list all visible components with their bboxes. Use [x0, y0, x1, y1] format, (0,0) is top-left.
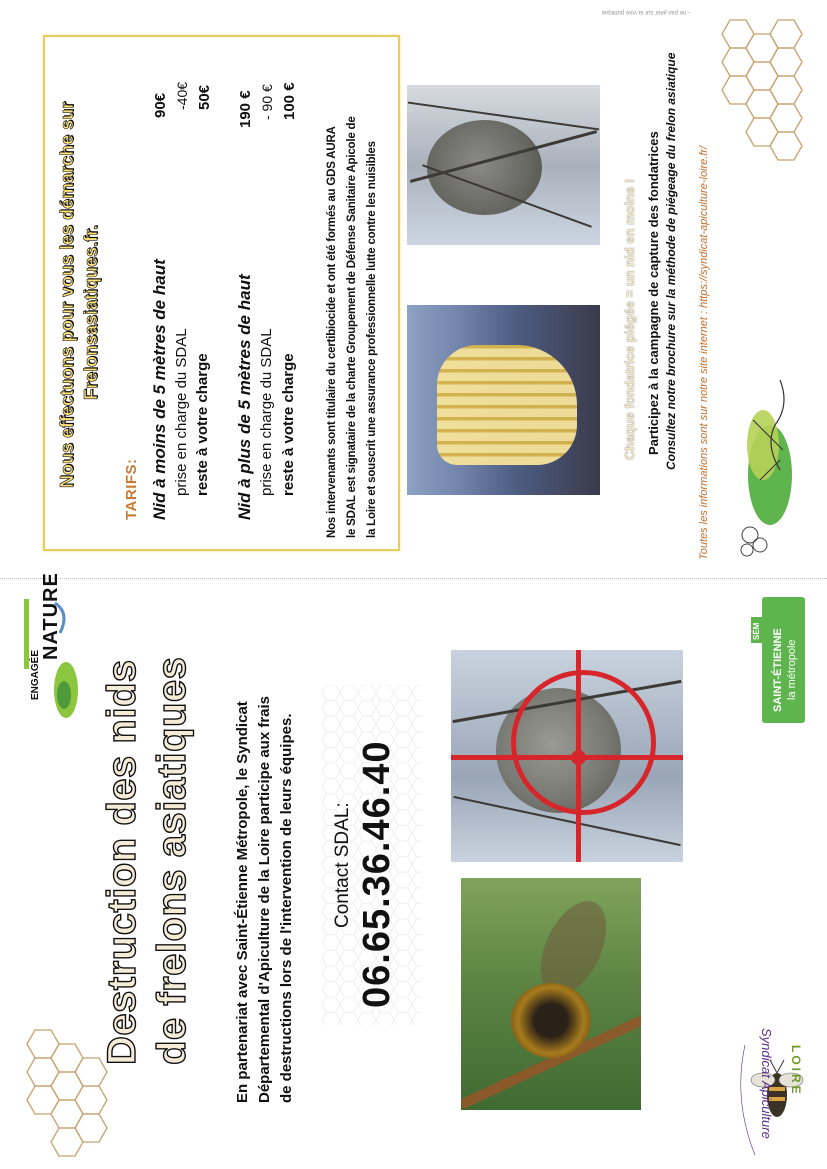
comb-shape [437, 345, 577, 465]
note-line1: Nos intervenants sont titulaire du certibiocide et ont été formés au GDS AURA [326, 126, 338, 538]
nid-over5-reste-label: reste à votre charge [280, 353, 297, 496]
nid-under5-title: Nid à moins de 5 mètres de haut [150, 259, 169, 520]
consultez-text: Consultez notre brochure sur la méthode de piégeage du frelon asiatique [664, 52, 678, 470]
fold-line [0, 578, 827, 579]
note-line3: la Loire et souscrit une assurance professionnelle lutte contre les nuisibles [366, 141, 378, 538]
bee-logo-icon [735, 1025, 820, 1165]
contact-label: Contact SDAL: [332, 802, 353, 928]
nid-over5-prise-value: - 90 € [259, 84, 275, 120]
photo-caption: Chaque fondatrice piégée = un nid en moins ! [622, 178, 637, 460]
partenariat-line3: de destructions lors de l'intervention de leurs équipes. [278, 713, 295, 1103]
nid-under5-reste-value: 50€ [196, 84, 213, 110]
note-line2: le SDAL est signataire de la charte Groupement de Défense Sanitaire Apicole de [346, 116, 358, 538]
tarifs-label: TARIFS: [123, 458, 140, 520]
targeted-nest-photo [451, 650, 683, 862]
nid-under5-prise-label: prise en charge du SDAL [173, 328, 190, 496]
website-line: Toutes les informations sont sur notre site internet : https://syndicat-apiculture-loire.fr/ [698, 145, 710, 560]
trap-illustration-icon [735, 360, 805, 570]
saint-etienne-name: SAINT-ÉTIENNE [772, 628, 784, 712]
crosshair-center-icon [571, 750, 586, 765]
nest-comb-photo [407, 305, 600, 495]
participez-text: Participez à la campagne de capture des fondatrices [646, 131, 661, 455]
saint-etienne-sub: la métropole [786, 639, 798, 700]
honeycomb-top-right-decoration [700, 10, 820, 170]
main-title-line2: de frelons asiatiques [150, 656, 194, 1065]
apiculture-logo-text: Syndicat Apiculture [759, 1028, 774, 1139]
phone-number[interactable]: 06.65.36.46.40 [356, 740, 398, 1008]
nid-under5-price: 90€ [152, 92, 169, 118]
sem-label: SÉM [752, 622, 761, 640]
loire-logo-text: LOIRE [789, 1045, 803, 1097]
partenariat-line2: Départemental d'Apiculture de la Loire participe aux frais [256, 695, 273, 1103]
logo-nature-text: NATURE [40, 572, 62, 660]
hornet-body [511, 983, 591, 1058]
crosshair-ring-icon [511, 670, 656, 815]
nid-over5-prise-label: prise en charge du SDAL [258, 328, 275, 496]
logo-engagee-text: ENGAGÉE [30, 649, 41, 700]
nid-under5-reste-label: reste à votre charge [194, 353, 211, 496]
hornet-photo [461, 878, 641, 1110]
tree-nest-photo [407, 85, 600, 245]
headline-line1: Nous effectuons pour vous les démarche sur [57, 101, 77, 488]
top-small-print: - ne pas jeter sur la voie publique [601, 9, 690, 15]
main-title-line1: Destruction des nids [100, 659, 144, 1065]
partenariat-line1: En partenariat avec Saint-Étienne Métropole, le Syndicat [234, 701, 251, 1103]
crosshair-horizontal-icon [451, 755, 683, 760]
nid-over5-reste-value: 100 € [281, 82, 298, 120]
nid-over5-title: Nid à plus de 5 mètres de haut [235, 274, 254, 520]
nid-under5-prise-value: -40€ [174, 81, 190, 110]
nid-over5-price: 190 € [237, 90, 254, 128]
headline-line2: Frelonsasiatiques.fr. [81, 224, 101, 400]
